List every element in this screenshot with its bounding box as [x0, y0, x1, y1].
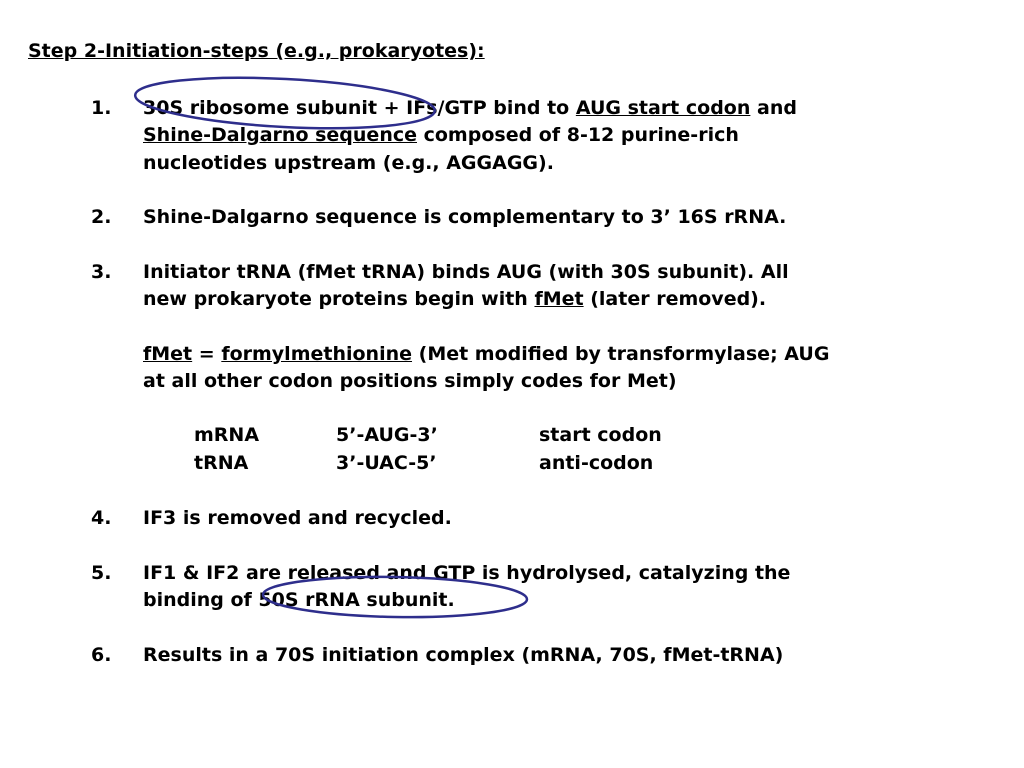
item-6-number: 6. [91, 644, 112, 666]
item-1-line-1-text: 30S ribosome subunit + IFs/GTP bind to [143, 97, 576, 119]
item-1-line-2-tail: composed of 8-12 purine-rich [417, 124, 739, 146]
item-1-line-2 [143, 124, 739, 146]
item-4-line-1: IF3 is removed and recycled. [143, 507, 452, 529]
fmet-note-line-2: at all other codon positions simply codes for Met) [143, 370, 677, 392]
item-2-number: 2. [91, 206, 112, 228]
codon-table-role: start codon [539, 424, 662, 446]
fmet-note-line-1-tail: (Met modified by transformylase; AUG [412, 343, 830, 365]
item-1-number: 1. [91, 97, 112, 119]
shine-dalgarno-term: Shine-Dalgarno sequence [143, 124, 417, 146]
fmet-note-term: fMet [143, 343, 193, 365]
codon-table-molecule: mRNA [194, 424, 260, 446]
formylmethionine-term: formylmethionine [221, 343, 413, 365]
aug-start-codon-term: AUG start codon [575, 97, 751, 119]
item-3-line-2-tail: (later removed). [583, 288, 767, 310]
item-1-line-3: nucleotides upstream (e.g., AGGAGG). [143, 152, 554, 174]
fmet-term: fMet [534, 288, 584, 310]
item-3-line-2-text: new prokaryote proteins begin with [143, 288, 535, 310]
item-1-line-1-tail: and [750, 97, 797, 119]
item-2-line-1: Shine-Dalgarno sequence is complementary to 3’ 16S rRNA. [143, 206, 787, 228]
codon-table-sequence: 3’-UAC-5’ [336, 452, 437, 474]
fmet-note-line-1 [143, 343, 829, 365]
item-1-line-1 [143, 97, 797, 119]
item-5-number: 5. [91, 562, 112, 584]
fmet-note-equals: = [192, 343, 222, 365]
item-5-line-1: IF1 & IF2 are released and GTP is hydrolysed, catalyzing the [143, 562, 791, 584]
codon-table-role: anti-codon [539, 452, 654, 474]
item-3-number: 3. [91, 261, 112, 283]
item-4-number: 4. [91, 507, 112, 529]
codon-table-sequence: 5’-AUG-3’ [336, 424, 438, 446]
slide-title: Step 2-Initiation-steps (e.g., prokaryotes): [28, 40, 485, 62]
item-3-line-2 [143, 288, 766, 310]
codon-table-molecule: tRNA [194, 452, 249, 474]
item-6-line-1: Results in a 70S initiation complex (mRNA, 70S, fMet-tRNA) [143, 644, 784, 666]
item-3-line-1: Initiator tRNA (fMet tRNA) binds AUG (with 30S subunit). All [143, 261, 789, 283]
item-5-line-2: binding of 50S rRNA subunit. [143, 589, 455, 611]
